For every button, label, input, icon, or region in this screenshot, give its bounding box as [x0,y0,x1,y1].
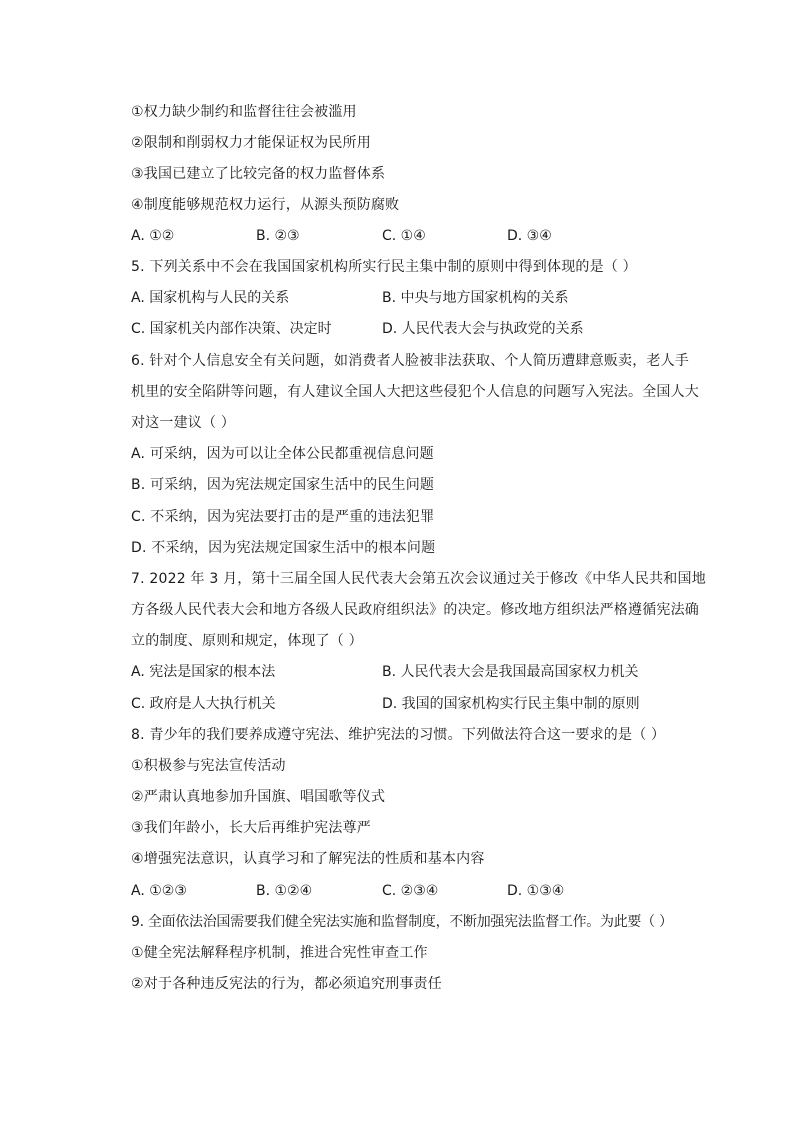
question-5: 5. 下列关系中不会在我国国家机构所实行民主集中制的原则中得到体现的是（ ） [131,259,637,275]
q5-option-a: A. 国家机构与人民的关系 [131,290,290,306]
q8-option-d: D. ①③④ [507,883,565,899]
question-6-line-3: 对这一建议（ ） [131,415,236,431]
question-6-line-2: 机里的安全陷阱等问题，有人建议全国人大把这些侵犯个人信息的问题写入宪法。全国人大 [131,384,699,400]
question-8: 8. 青少年的我们要养成遵守宪法、维护宪法的习惯。下列做法符合这一要求的是（ ） [131,727,666,743]
q6-option-a: A. 可采纳，因为可以让全体公民都重视信息问题 [131,446,434,462]
q9-statement-2: ②对于各种违反宪法的行为，都必须追究刑事责任 [131,976,442,992]
q8-statement-2: ②严肃认真地参加升国旗、唱国歌等仪式 [131,789,386,805]
q8-statement-1: ①积极参与宪法宣传活动 [131,758,286,774]
statement-2: ②限制和削弱权力才能保证权为民所用 [131,135,371,151]
q4-option-a: A. ①② [131,228,175,244]
q6-option-d: D. 不采纳，因为宪法规定国家生活中的根本问题 [131,540,436,556]
q5-option-c: C. 国家机关内部作决策、决定时 [131,321,332,337]
q5-option-b: B. 中央与地方国家机构的关系 [382,290,569,306]
q8-statement-3: ③我们年龄小，长大后再维护宪法尊严 [131,820,371,836]
q8-option-b: B. ①②④ [256,883,313,899]
statement-3: ③我国已建立了比较完备的权力监督体系 [131,166,386,182]
q6-option-b: B. 可采纳，因为宪法规定国家生活中的民生问题 [131,477,435,493]
q4-option-c: C. ①④ [382,228,426,244]
q4-option-d: D. ③④ [507,228,552,244]
q6-option-c: C. 不采纳，因为宪法要打击的是严重的违法犯罪 [131,509,435,525]
statement-1: ①权力缺少制约和监督往往会被滥用 [131,104,357,120]
q8-statement-4: ④增强宪法意识，认真学习和了解宪法的性质和基本内容 [131,851,485,867]
q7-option-d: D. 我国的国家机构实行民主集中制的原则 [382,696,640,712]
q4-option-b: B. ②③ [256,228,300,244]
q8-option-c: C. ②③④ [382,883,439,899]
q5-option-d: D. 人民代表大会与执政党的关系 [382,321,584,337]
question-7-line-2: 方各级人民代表大会和地方各级人民政府组织法》的决定。修改地方组织法严格遵循宪法确 [131,602,699,618]
question-9: 9. 全面依法治国需要我们健全宪法实施和监督制度，不断加强宪法监督工作。为此要（ ） [131,914,673,930]
q8-option-a: A. ①②③ [131,883,187,899]
question-6-line-1: 6. 针对个人信息安全有关问题，如消费者人脸被非法获取、个人简历遭肆意贩卖，老人手 [131,353,690,369]
q7-option-c: C. 政府是人大执行机关 [131,696,276,712]
statement-4: ④制度能够规范权力运行，从源头预防腐败 [131,197,400,213]
question-7-line-3: 立的制度、原则和规定，体现了（ ） [131,633,363,649]
question-7-line-1: 7. 2022 年 3 月，第十三届全国人民代表大会第五次会议通过关于修改《中华人民共和国地 [131,571,706,587]
q9-statement-1: ①健全宪法解释程序机制，推进合宪性审查工作 [131,945,428,961]
q7-option-a: A. 宪法是国家的根本法 [131,664,276,680]
q7-option-b: B. 人民代表大会是我国最高国家权力机关 [382,664,639,680]
